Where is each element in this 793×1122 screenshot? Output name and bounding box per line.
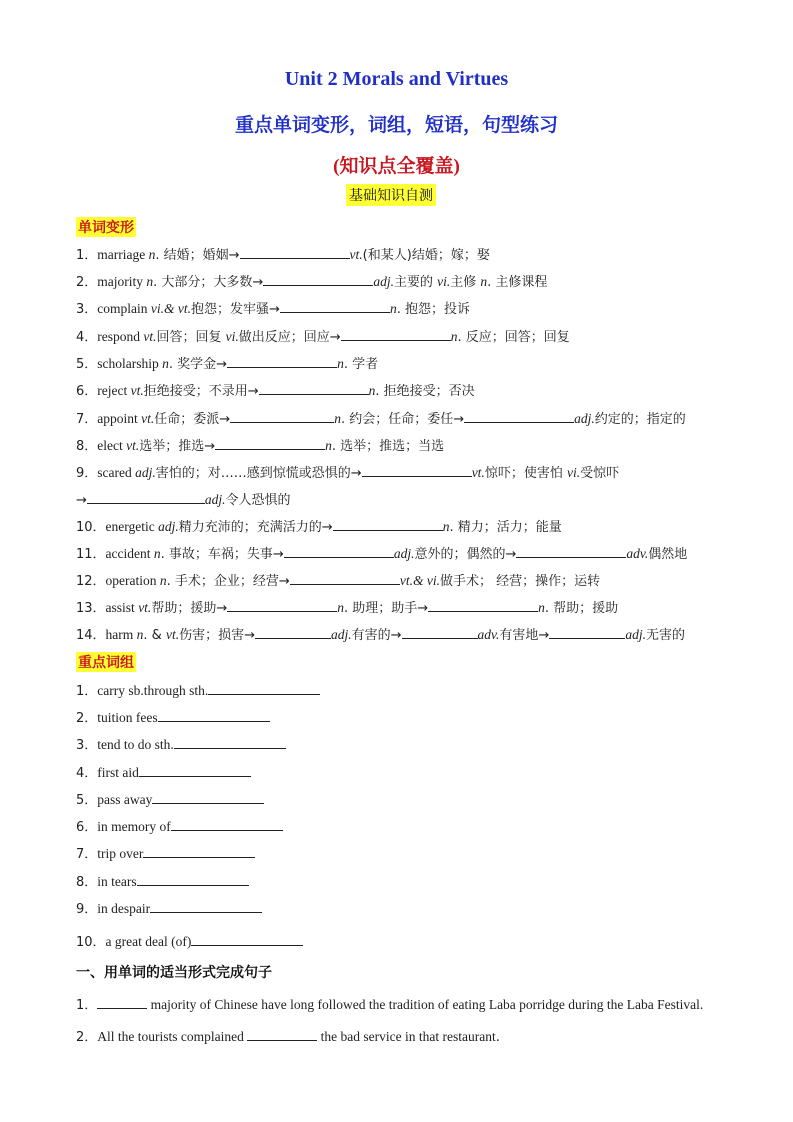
item-text: 意外的；偶然的→ bbox=[414, 547, 517, 562]
answer-blank[interactable] bbox=[97, 996, 147, 1009]
item-text: 选举；推选→ bbox=[139, 439, 216, 454]
item-number: 3． bbox=[76, 738, 98, 753]
item-number: 4． bbox=[76, 766, 98, 781]
item-number: 2． bbox=[76, 275, 98, 290]
item-number: 8． bbox=[76, 439, 98, 454]
part-of-speech: vt.& vi. bbox=[399, 573, 440, 588]
item-text: 回答；回复 bbox=[156, 330, 226, 345]
item-text: appoint bbox=[97, 411, 142, 426]
item-text: 无害的 bbox=[645, 628, 685, 643]
answer-blank[interactable] bbox=[333, 518, 443, 531]
item-number: 13． bbox=[76, 601, 106, 616]
word-form-item bbox=[76, 435, 444, 454]
item-number: 2． bbox=[76, 1030, 98, 1045]
answer-blank[interactable] bbox=[280, 300, 390, 313]
part-of-speech: n bbox=[368, 383, 376, 398]
part-of-speech: n bbox=[480, 274, 488, 289]
item-text: 惊吓；使害怕 bbox=[484, 466, 567, 481]
item-number: 8． bbox=[76, 875, 98, 890]
exercise-heading: 一、用单词的适当形式完成句子 bbox=[76, 965, 272, 981]
phrase-item bbox=[76, 680, 320, 699]
part-of-speech: vt. bbox=[349, 247, 363, 262]
item-text: . 结婚；婚姻→ bbox=[155, 248, 240, 263]
word-form-item bbox=[76, 326, 570, 345]
answer-blank[interactable] bbox=[362, 464, 472, 477]
item-number: 10． bbox=[76, 520, 106, 535]
sentence-text: majority of Chinese have long followed the tradition of eating Laba porridge during the Laba Festival. bbox=[147, 997, 704, 1012]
answer-blank[interactable] bbox=[158, 709, 270, 722]
answer-blank[interactable] bbox=[341, 328, 451, 341]
item-text: . 手术；企业；经营→ bbox=[166, 574, 290, 589]
section-label-word-forms: 单词变形 bbox=[76, 217, 136, 237]
part-of-speech: vt. bbox=[165, 627, 180, 642]
item-text: 主修 bbox=[450, 275, 481, 290]
phrase-text: pass away bbox=[97, 792, 153, 807]
item-text: elect bbox=[97, 438, 127, 453]
sentence-text: All the tourists complained bbox=[97, 1029, 248, 1044]
phrase-item bbox=[76, 871, 249, 890]
item-number: 3． bbox=[76, 302, 98, 317]
item-text: 做出反应；回应→ bbox=[238, 330, 341, 345]
item-text: (和某人)结婚；嫁；娶 bbox=[362, 248, 490, 263]
part-of-speech: vt. bbox=[471, 465, 485, 480]
answer-blank[interactable] bbox=[247, 1028, 317, 1041]
part-of-speech: adj. bbox=[393, 546, 415, 561]
phrase-item bbox=[76, 707, 270, 726]
phrase-text: tend to do sth. bbox=[97, 737, 174, 752]
item-text: . 主修课程 bbox=[487, 275, 548, 290]
item-text: marriage bbox=[97, 247, 149, 262]
item-text: . 反应；回答；回复 bbox=[457, 330, 570, 345]
item-text: . 选举；推选；当选 bbox=[331, 439, 445, 454]
item-number: 9． bbox=[76, 466, 98, 481]
word-form-item bbox=[76, 353, 378, 372]
item-number: 5． bbox=[76, 357, 98, 372]
answer-blank[interactable] bbox=[284, 545, 394, 558]
item-text: . 奖学金→ bbox=[168, 357, 228, 372]
item-number: 6． bbox=[76, 820, 98, 835]
answer-blank[interactable] bbox=[87, 491, 205, 504]
section-label-phrases: 重点词组 bbox=[76, 652, 136, 672]
answer-blank[interactable] bbox=[464, 410, 574, 423]
item-text: 任命；委派→ bbox=[154, 412, 231, 427]
item-text: complain bbox=[97, 301, 151, 316]
item-text: . & bbox=[143, 628, 166, 643]
page-subtitle: 重点单词变形，词组，短语，句型练习 bbox=[234, 115, 558, 136]
part-of-speech: adj. bbox=[574, 411, 595, 426]
part-of-speech: n bbox=[159, 573, 167, 588]
word-form-item bbox=[76, 516, 562, 535]
part-of-speech: adj. bbox=[158, 519, 179, 534]
item-text: accident bbox=[105, 546, 154, 561]
item-number: 7． bbox=[76, 412, 98, 427]
part-of-speech: n bbox=[153, 546, 161, 561]
part-of-speech: n bbox=[337, 600, 344, 615]
answer-blank[interactable] bbox=[174, 736, 286, 749]
part-of-speech: n bbox=[450, 329, 458, 344]
part-of-speech: adj. bbox=[625, 627, 646, 642]
exercise-item bbox=[76, 994, 703, 1013]
phrase-item bbox=[76, 734, 286, 753]
part-of-speech: vt. bbox=[126, 438, 140, 453]
item-number: 1． bbox=[76, 998, 98, 1013]
phrase-item bbox=[76, 843, 255, 862]
item-text: 伤害；损害→ bbox=[179, 628, 255, 643]
part-of-speech: vt. bbox=[138, 600, 152, 615]
item-number: 11． bbox=[76, 547, 106, 562]
part-of-speech: adv. bbox=[477, 627, 500, 642]
phrase-text: a great deal (of) bbox=[105, 934, 192, 949]
answer-blank[interactable] bbox=[208, 682, 320, 695]
item-text: 做手术； 经营；操作；运转 bbox=[439, 574, 601, 589]
phrase-text: in despair bbox=[97, 901, 151, 916]
item-text: . 学者 bbox=[343, 357, 379, 372]
item-text: . 约会；任命；委任→ bbox=[340, 412, 465, 427]
part-of-speech: vt. bbox=[143, 329, 157, 344]
answer-blank[interactable] bbox=[215, 437, 325, 450]
item-text: operation bbox=[105, 573, 160, 588]
item-text: energetic bbox=[105, 519, 159, 534]
phrase-item bbox=[76, 816, 283, 835]
part-of-speech: n bbox=[136, 627, 144, 642]
item-number: 12． bbox=[76, 574, 106, 589]
part-of-speech: vi. bbox=[566, 465, 581, 480]
item-text: assist bbox=[105, 600, 139, 615]
phrase-text: first aid bbox=[97, 765, 139, 780]
part-of-speech: n bbox=[334, 411, 341, 426]
item-text: scared bbox=[97, 465, 136, 480]
part-of-speech: n bbox=[442, 519, 450, 534]
item-text: 令人恐惧的 bbox=[225, 493, 291, 508]
answer-blank[interactable] bbox=[240, 246, 350, 259]
section-badge: 基础知识自测 bbox=[346, 184, 436, 206]
item-text: reject bbox=[97, 383, 131, 398]
item-text: scholarship bbox=[97, 356, 163, 371]
word-form-item bbox=[76, 244, 490, 263]
item-text: 主要的 bbox=[393, 275, 438, 290]
item-text: respond bbox=[97, 329, 144, 344]
item-text: harm bbox=[105, 627, 137, 642]
word-form-item bbox=[76, 298, 470, 317]
item-text: 精力充沛的；充满活力的→ bbox=[178, 520, 333, 535]
part-of-speech: vi. bbox=[225, 329, 239, 344]
part-of-speech: n bbox=[538, 600, 545, 615]
word-form-item bbox=[76, 408, 686, 427]
word-form-item bbox=[76, 489, 291, 508]
item-number: 1． bbox=[76, 248, 98, 263]
item-text: 受惊吓 bbox=[580, 466, 620, 481]
item-number: 6． bbox=[76, 384, 98, 399]
answer-blank[interactable] bbox=[143, 845, 255, 858]
item-number: 2． bbox=[76, 711, 98, 726]
part-of-speech: n bbox=[148, 247, 156, 262]
item-number: 10． bbox=[76, 935, 106, 950]
item-number: 1． bbox=[76, 684, 98, 699]
item-text: . 帮助；援助 bbox=[544, 601, 619, 616]
answer-blank[interactable] bbox=[263, 273, 373, 286]
part-of-speech: vt. bbox=[130, 383, 144, 398]
answer-blank[interactable] bbox=[290, 572, 400, 585]
answer-blank[interactable] bbox=[191, 933, 303, 946]
part-of-speech: n bbox=[337, 356, 344, 371]
item-text: . 拒绝接受；否决 bbox=[375, 384, 475, 399]
phrase-text: trip over bbox=[97, 846, 144, 861]
answer-blank[interactable] bbox=[255, 626, 331, 639]
item-number: 5． bbox=[76, 793, 98, 808]
word-form-item bbox=[76, 570, 600, 589]
item-text: 有害的→ bbox=[351, 628, 402, 643]
phrase-text: in memory of bbox=[97, 819, 171, 834]
item-text: . 大部分；大多数→ bbox=[153, 275, 264, 290]
word-form-item bbox=[76, 624, 685, 643]
part-of-speech: adj. bbox=[204, 492, 226, 507]
item-number: 7． bbox=[76, 847, 98, 862]
item-text: 约定的；指定的 bbox=[594, 412, 686, 427]
item-text: . 助理；助手→ bbox=[343, 601, 429, 616]
phrase-item bbox=[76, 898, 262, 917]
item-text: 帮助；援助→ bbox=[151, 601, 228, 616]
answer-blank[interactable] bbox=[137, 873, 249, 886]
item-text: majority bbox=[97, 274, 147, 289]
item-text: 抱怨；发牢骚→ bbox=[191, 302, 280, 317]
part-of-speech: adj. bbox=[373, 274, 394, 289]
answer-blank[interactable] bbox=[139, 764, 251, 777]
part-of-speech: n bbox=[146, 274, 154, 289]
coverage-note: (知识点全覆盖) bbox=[333, 156, 460, 177]
part-of-speech: adj. bbox=[135, 465, 156, 480]
item-text: . 精力；活力；能量 bbox=[449, 520, 562, 535]
part-of-speech: n bbox=[162, 356, 169, 371]
part-of-speech: vi.& vt. bbox=[150, 301, 192, 316]
exercise-item bbox=[76, 1025, 509, 1045]
sentence-text: the bad service in that restaurant． bbox=[317, 1029, 510, 1044]
phrase-text: tuition fees bbox=[97, 710, 158, 725]
part-of-speech: adj. bbox=[331, 627, 352, 642]
phrase-text: in tears bbox=[97, 874, 137, 889]
item-text: 有害地→ bbox=[499, 628, 550, 643]
answer-blank[interactable] bbox=[428, 599, 538, 612]
part-of-speech: vi. bbox=[437, 274, 451, 289]
phrase-item bbox=[76, 789, 264, 808]
answer-blank[interactable] bbox=[230, 410, 334, 423]
answer-blank[interactable] bbox=[227, 599, 337, 612]
answer-blank[interactable] bbox=[402, 626, 478, 639]
part-of-speech: n bbox=[389, 301, 397, 316]
item-number: 9． bbox=[76, 902, 98, 917]
item-number: 4． bbox=[76, 330, 98, 345]
answer-blank[interactable] bbox=[259, 382, 369, 395]
phrase-item bbox=[76, 762, 251, 781]
word-form-item bbox=[76, 462, 619, 481]
word-form-item bbox=[76, 271, 547, 290]
item-text: → bbox=[76, 493, 87, 508]
part-of-speech: adv. bbox=[626, 546, 649, 561]
item-text: 害怕的；对……感到惊慌或恐惧的→ bbox=[155, 466, 362, 481]
part-of-speech: vt. bbox=[141, 411, 155, 426]
answer-blank[interactable] bbox=[516, 545, 626, 558]
item-text: 偶然地 bbox=[648, 547, 688, 562]
item-text: . 事故；车祸；失事→ bbox=[160, 547, 284, 562]
phrase-item bbox=[76, 931, 303, 950]
word-form-item bbox=[76, 543, 687, 562]
item-text: . 抱怨；投诉 bbox=[396, 302, 470, 317]
page-title: Unit 2 Morals and Virtues bbox=[284, 68, 509, 90]
part-of-speech: n bbox=[325, 438, 332, 453]
answer-blank[interactable] bbox=[152, 791, 264, 804]
answer-blank[interactable] bbox=[171, 818, 283, 831]
answer-blank[interactable] bbox=[227, 355, 337, 368]
answer-blank[interactable] bbox=[549, 626, 625, 639]
word-form-item bbox=[76, 597, 618, 616]
phrase-text: carry sb.through sth. bbox=[97, 683, 209, 698]
item-number: 14． bbox=[76, 628, 106, 643]
answer-blank[interactable] bbox=[150, 900, 262, 913]
item-text: 拒绝接受；不录用→ bbox=[143, 384, 259, 399]
word-form-item bbox=[76, 380, 475, 399]
